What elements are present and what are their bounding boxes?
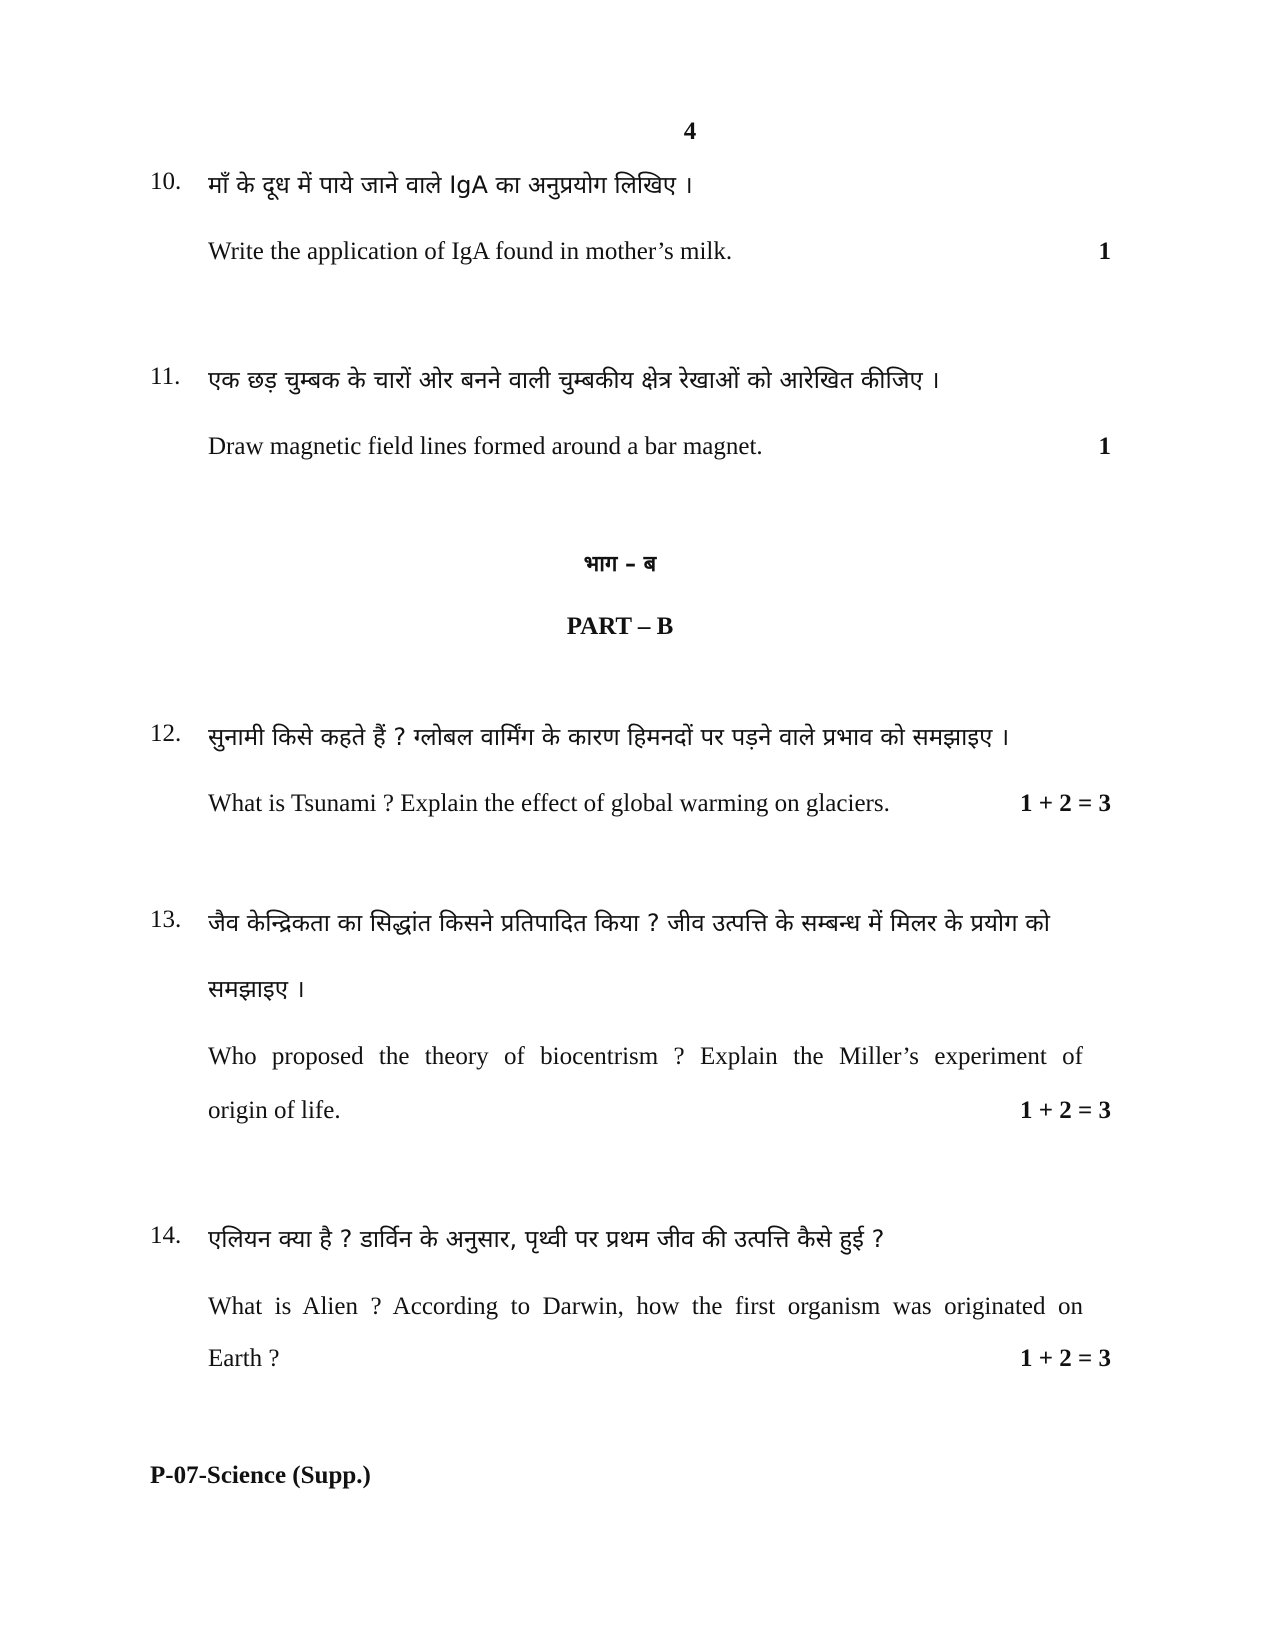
footer-paper-code: P-07-Science (Supp.) <box>150 1462 371 1489</box>
question-14-english-line1: What is Alien ? According to Darwin, how the first organism was originated on <box>208 1293 1083 1320</box>
question-10-english: Write the application of IgA found in mother’s milk. <box>208 238 733 265</box>
question-11-marks: 1 <box>1098 433 1111 460</box>
page-number: 4 <box>683 118 697 145</box>
question-12-number: 12. <box>150 720 182 747</box>
question-13-number: 13. <box>150 906 182 933</box>
question-13-english-line2: origin of life. <box>208 1097 341 1124</box>
part-heading-hindi: भाग – ब <box>583 552 657 577</box>
question-12-english: What is Tsunami ? Explain the effect of global warming on glaciers. <box>208 790 890 817</box>
question-14-hindi: एलियन क्या है ? डार्विन के अनुसार, पृथ्वी पर प्रथम जीव की उत्पत्ति कैसे हुई ? <box>208 1225 885 1253</box>
question-12-hindi: सुनामी किसे कहते हैं ? ग्लोबल वार्मिंग के कारण हिमनदों पर पड़ने वाले प्रभाव को समझाइए । <box>208 723 1010 751</box>
question-14-marks: 1 + 2 = 3 <box>1020 1345 1111 1372</box>
question-11-hindi: एक छड़ चुम्बक के चारों ओर बनने वाली चुम्बकीय क्षेत्र रेखाओं को आरेखित कीजिए । <box>208 366 940 394</box>
question-10-hindi: माँ के दूध में पाये जाने वाले IgA का अनुप्रयोग लिखिए । <box>208 171 693 199</box>
question-10-marks: 1 <box>1098 238 1111 265</box>
question-14-number: 14. <box>150 1222 182 1249</box>
question-13-hindi-line1: जैव केन्द्रिकता का सिद्धांत किसने प्रतिपादित किया ? जीव उत्पत्ति के सम्बन्ध में मिलर के प्रयोग को <box>208 909 1050 937</box>
question-10-number: 10. <box>150 168 182 195</box>
part-heading-english: PART – B <box>566 613 674 640</box>
question-11-number: 11. <box>150 363 181 390</box>
question-12-marks: 1 + 2 = 3 <box>1020 790 1111 817</box>
question-13-english-line1: Who proposed the theory of biocentrism ? Explain the Miller’s experiment of <box>208 1043 1083 1070</box>
question-13-hindi-line2: समझाइए । <box>208 975 305 1003</box>
question-11-english: Draw magnetic field lines formed around a bar magnet. <box>208 433 763 460</box>
question-14-english-line2: Earth ? <box>208 1345 280 1372</box>
question-13-marks: 1 + 2 = 3 <box>1020 1097 1111 1124</box>
